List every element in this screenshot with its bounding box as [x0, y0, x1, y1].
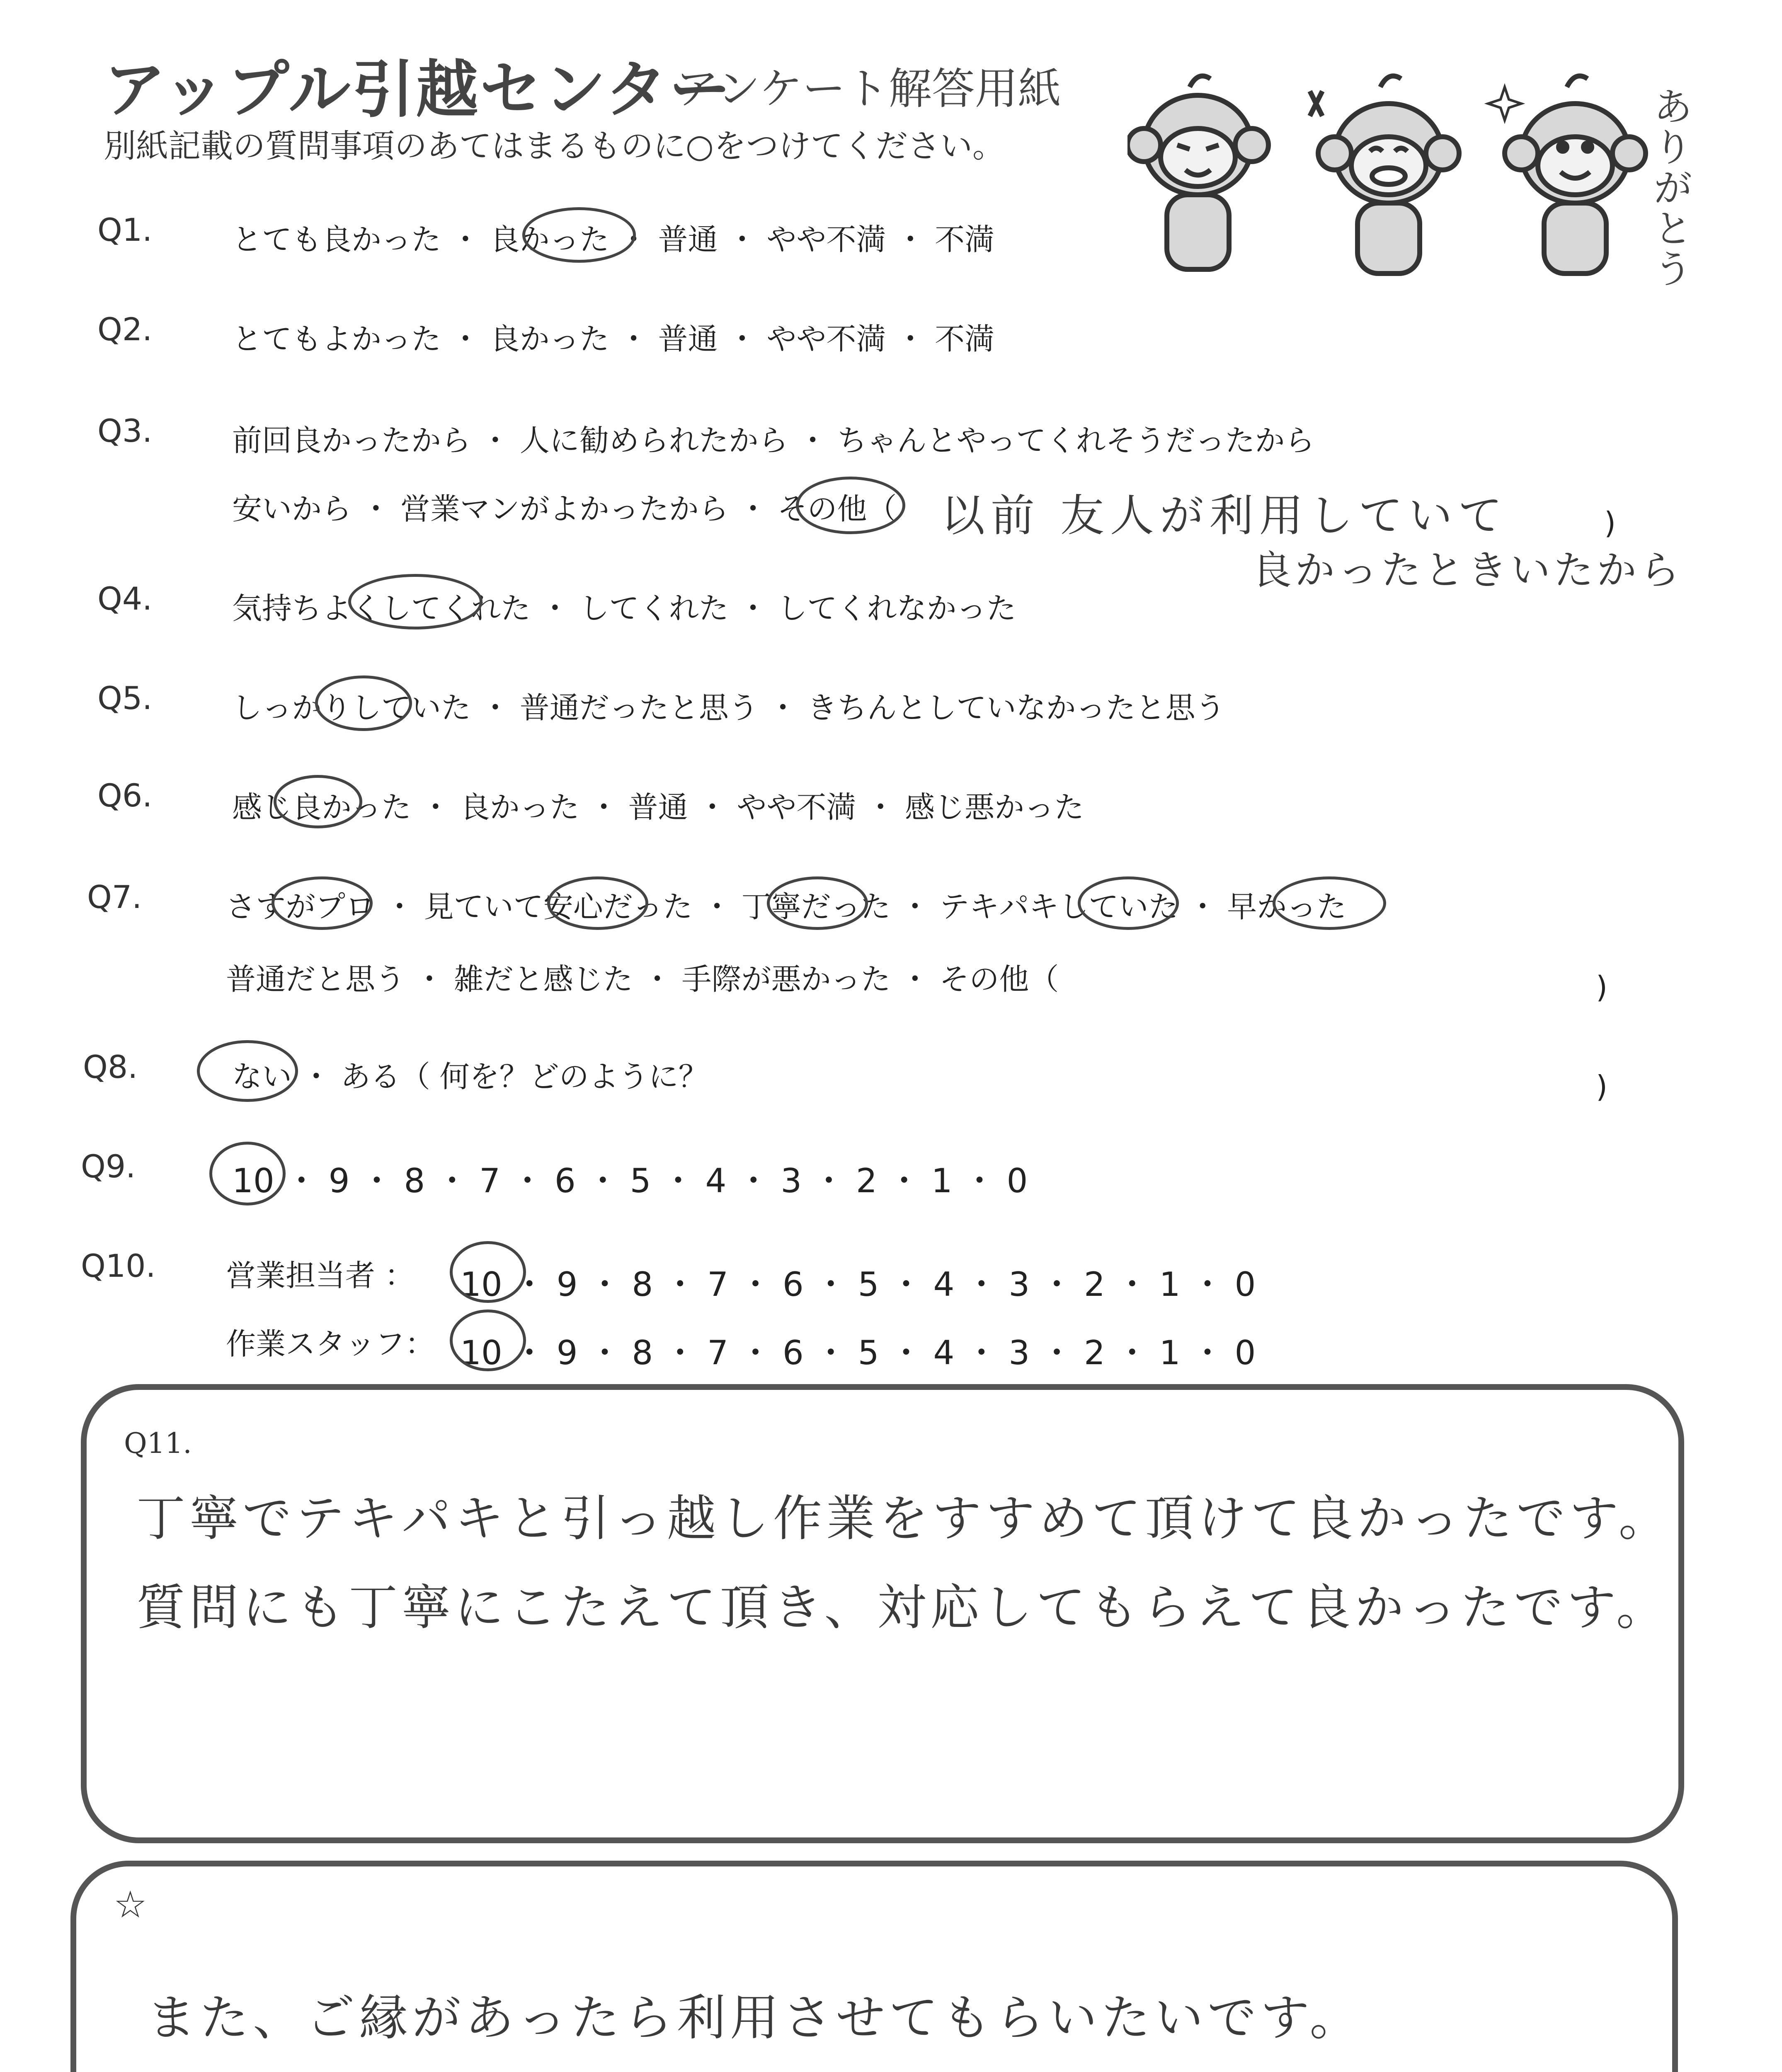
q3-other-answer-line1: 以前 友人が利用していて [941, 490, 1508, 541]
form-title: アンケート解答用紙 [676, 63, 1061, 114]
q3-other-answer-line2: 良かったときいたから [1252, 547, 1683, 593]
q9-answer-circle [209, 1142, 286, 1205]
q4-answer-circle [348, 574, 482, 629]
q3-options-line2: 安いから ・ 営業マンがよかったから ・ その他（ [232, 491, 897, 526]
q7-label: Q7. [87, 879, 142, 915]
q10-label: Q10. [81, 1247, 156, 1284]
q9-label: Q9. [81, 1148, 136, 1185]
q7-circle-anshin [547, 876, 648, 930]
q3-options-line1: 前回良かったから ・ 人に勧められたから ・ ちゃんとやってくれそうだったから [232, 423, 1315, 458]
q10-sales-scale: 10 ・ 9 ・ 8 ・ 7 ・ 6 ・ 5 ・ 4 ・ 3 ・ 2 ・ 1 ・ 0 [460, 1265, 1256, 1304]
star-answer-line1: また、ご縁があったら利用させてもらいたいです。 [147, 1989, 1363, 2046]
q7-circle-hayakatta [1273, 876, 1386, 930]
q5-options: しっかりしていた ・ 普通だったと思う ・ きちんとしていなかったと思う [232, 690, 1225, 725]
company-name: アップル引越センター [104, 54, 733, 126]
instruction-text: 別紙記載の質問事項のあてはまるものに○をつけてください。 [104, 128, 1005, 165]
q1-answer-circle [522, 207, 636, 263]
q8-options: ない ・ ある（ 何を？どのように？ [232, 1059, 708, 1094]
mascot-thanks-text: ありがとう [1654, 85, 1692, 292]
star-comment-box [70, 1861, 1678, 2072]
q2-options: とてもよかった ・ 良かった ・ 普通 ・ やや不満 ・ 不満 [232, 322, 995, 356]
q7-options-line1: さすがプロ ・ 見ていて安心だった ・ 丁寧だった ・ テキパキしていた ・ 早かった [226, 889, 1347, 924]
q3-close-paren: ) [1604, 506, 1616, 540]
star-icon: ☆ [114, 1883, 147, 1927]
q11-label: Q11. [124, 1427, 192, 1460]
q10-staff-label: 作業スタッフ： [226, 1326, 435, 1361]
q10-sales-answer-circle [450, 1241, 526, 1303]
q9-scale: 10 ・ 9 ・ 8 ・ 7 ・ 6 ・ 5 ・ 4 ・ 3 ・ 2 ・ 1 ・ 0 [232, 1162, 1028, 1200]
q7-circle-teinei [767, 876, 868, 930]
q11-comment-box [81, 1384, 1684, 1843]
q4-options: 気持ちよくしてくれた ・ してくれた ・ してくれなかった [232, 591, 1016, 626]
q7-circle-sasuga-pro [272, 876, 373, 930]
q11-answer-line1: 丁寧でテキパキと引っ越し作業をすすめて頂けて良かったです。 [136, 1490, 1672, 1547]
mascot-monkeys-illustration [1127, 62, 1700, 294]
q2-label: Q2. [97, 311, 153, 348]
q8-answer-circle [197, 1040, 298, 1102]
q4-label: Q4. [97, 580, 153, 617]
q10-staff-scale: 10 ・ 9 ・ 8 ・ 7 ・ 6 ・ 5 ・ 4 ・ 3 ・ 2 ・ 1 ・ 0 [460, 1334, 1256, 1372]
q6-options: 感じ良かった ・ 良かった ・ 普通 ・ やや不満 ・ 感じ悪かった [232, 790, 1084, 825]
q8-close-paren: ) [1596, 1069, 1608, 1104]
q5-label: Q5. [97, 680, 153, 716]
q8-label: Q8. [83, 1048, 138, 1085]
q7-options-line2: 普通だと思う ・ 雑だと感じた ・ 手際が悪かった ・ その他（ [226, 962, 1059, 997]
q6-answer-circle [274, 775, 362, 828]
q1-options: とても良かった ・ 良かった ・ 普通 ・ やや不満 ・ 不満 [232, 222, 995, 257]
q7-close-paren: ) [1596, 970, 1608, 1005]
q6-label: Q6. [97, 777, 153, 814]
q10-sales-label: 営業担当者 ： [226, 1258, 415, 1293]
q3-answer-circle [796, 477, 905, 534]
q5-answer-circle [315, 675, 412, 731]
q1-label: Q1. [97, 211, 153, 248]
q3-label: Q3. [97, 412, 153, 449]
q10-staff-answer-circle [450, 1310, 526, 1371]
q11-answer-line2: 質問にも丁寧にこたえて頂き、対応してもらえて良かったです。 [136, 1579, 1669, 1636]
q7-circle-tekipaki [1078, 876, 1179, 930]
